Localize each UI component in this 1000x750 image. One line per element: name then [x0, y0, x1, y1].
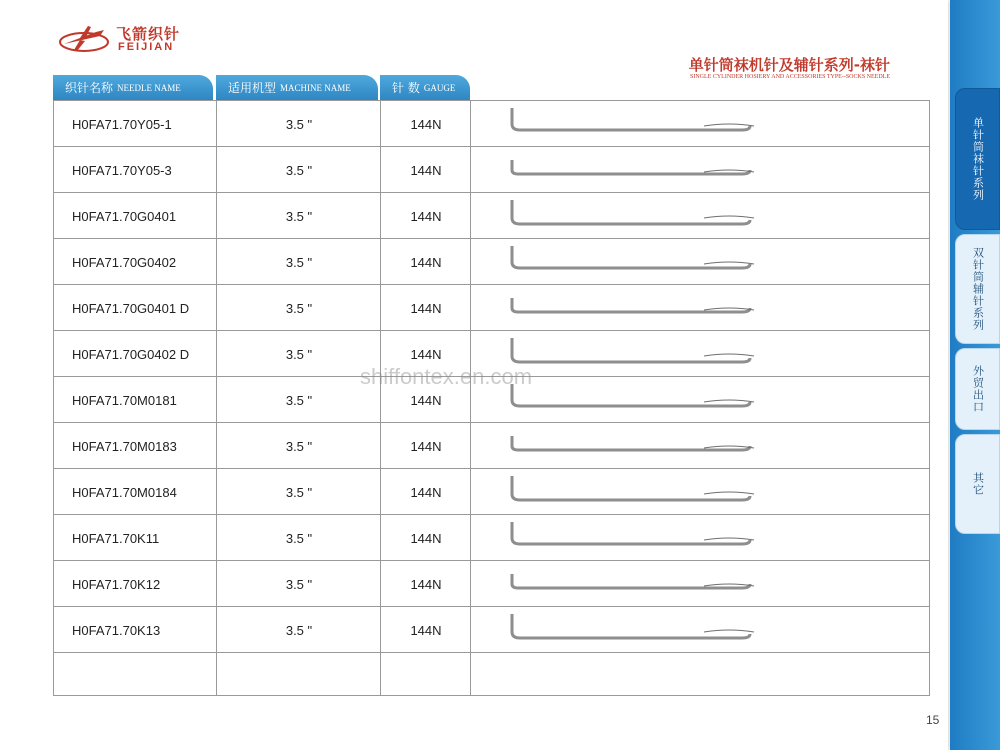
needle-name: H0FA71.70G0402 [72, 254, 177, 270]
header-needle-name [53, 75, 213, 100]
tab-label: 双针筒辅针系列 [971, 247, 985, 331]
socks-needle-icon [504, 380, 764, 420]
socks-needle-icon [504, 242, 764, 282]
table-row [54, 285, 929, 331]
socks-needle-icon [504, 334, 764, 374]
header-label-en: MACHINE NAME [280, 82, 351, 93]
header-machine-name [216, 75, 378, 100]
brand-name-en: FEIJIAN [118, 41, 175, 53]
machine-size: 3.5 " [285, 484, 313, 500]
gauge-value: 144N [410, 484, 442, 500]
gauge-value: 144N [410, 300, 442, 316]
tab-label: 外贸出口 [971, 365, 985, 413]
machine-size: 3.5 " [285, 576, 313, 592]
socks-needle-icon [504, 288, 764, 328]
header-label-cn: 织针名称 [65, 81, 114, 95]
machine-size: 3.5 " [285, 254, 313, 270]
table-row [54, 239, 929, 285]
tab-label: 单针筒袜针系列 [971, 117, 985, 201]
needle-name: H0FA71.70M0184 [72, 484, 177, 500]
needle-image [504, 377, 764, 423]
machine-size: 3.5 " [285, 346, 313, 362]
header-label-en: NEEDLE NAME [117, 82, 181, 93]
table-row [54, 561, 929, 607]
gauge-value: 144N [410, 438, 442, 454]
gauge-value: 144N [410, 254, 442, 270]
needle-table [53, 100, 930, 696]
machine-size: 3.5 " [285, 530, 313, 546]
table-row [54, 193, 929, 239]
tab-other[interactable] [955, 434, 1000, 534]
needle-name: H0FA71.70K13 [72, 622, 161, 638]
socks-needle-icon [504, 564, 764, 604]
needle-image [504, 331, 764, 377]
gauge-value: 144N [410, 392, 442, 408]
machine-size: 3.5 " [285, 622, 313, 638]
machine-size: 3.5 " [285, 162, 313, 178]
needle-name: H0FA71.70M0181 [72, 392, 177, 408]
table-row [54, 607, 929, 653]
needle-name: H0FA71.70G0401 D [72, 300, 190, 316]
needle-image [504, 423, 764, 469]
header-label-cn: 针 数 [392, 81, 420, 95]
page-title-cn: 单针筒袜机针及辅针系列-袜针 [688, 56, 890, 74]
table-row [54, 147, 929, 193]
socks-needle-icon [504, 150, 764, 190]
socks-needle-icon [504, 426, 764, 466]
needle-name: H0FA71.70M0183 [72, 438, 177, 454]
header-gauge [380, 75, 470, 100]
socks-needle-icon [504, 472, 764, 512]
machine-size: 3.5 " [285, 438, 313, 454]
gauge-value: 144N [410, 530, 442, 546]
tab-double-cylinder-accessories[interactable] [955, 234, 1000, 344]
table-row [54, 423, 929, 469]
needle-name: H0FA71.70G0402 D [72, 346, 190, 362]
gauge-value: 144N [410, 116, 442, 132]
watermark: shiffontex.en.com [360, 364, 533, 389]
machine-size: 3.5 " [285, 116, 313, 132]
page-number: 15 [926, 713, 940, 727]
socks-needle-icon [504, 610, 764, 650]
plane-logo-icon [58, 22, 112, 56]
needle-name: H0FA71.70K12 [72, 576, 161, 592]
gauge-value: 144N [410, 576, 442, 592]
needle-image [504, 561, 764, 607]
needle-name: H0FA71.70Y05-3 [72, 162, 172, 178]
gauge-value: 144N [410, 162, 442, 178]
needle-image [504, 607, 764, 653]
needle-image [504, 239, 764, 285]
table-row [54, 469, 929, 515]
socks-needle-icon [504, 104, 764, 144]
tab-export[interactable] [955, 348, 1000, 430]
machine-size: 3.5 " [285, 208, 313, 224]
brand-name-cn: 飞箭织针 [116, 25, 181, 43]
machine-size: 3.5 " [285, 300, 313, 316]
table-row [54, 515, 929, 561]
socks-needle-icon [504, 518, 764, 558]
gauge-value: 144N [410, 208, 442, 224]
tab-single-cylinder-socks-needle[interactable] [955, 88, 1000, 230]
table-row [54, 101, 929, 147]
needle-image [504, 515, 764, 561]
needle-image [504, 147, 764, 193]
header-label-cn: 适用机型 [228, 81, 277, 95]
machine-size: 3.5 " [285, 392, 313, 408]
socks-needle-icon [504, 196, 764, 236]
needle-name: H0FA71.70G0401 [72, 208, 177, 224]
needle-image [504, 193, 764, 239]
tab-label: 其它 [971, 472, 985, 496]
needle-image [504, 101, 764, 147]
needle-image [504, 285, 764, 331]
page-title-en: SINGLE CYLINDER HOSIERY AND ACCESSORIES TYPE--SOCKS NEEDLE [689, 74, 890, 80]
brand-logo [58, 22, 198, 56]
needle-name: H0FA71.70Y05-1 [72, 116, 172, 132]
gauge-value: 144N [410, 346, 442, 362]
needle-name: H0FA71.70K11 [72, 530, 160, 546]
needle-image [504, 469, 764, 515]
gauge-value: 144N [410, 622, 442, 638]
header-label-en: GAUGE [423, 82, 456, 93]
